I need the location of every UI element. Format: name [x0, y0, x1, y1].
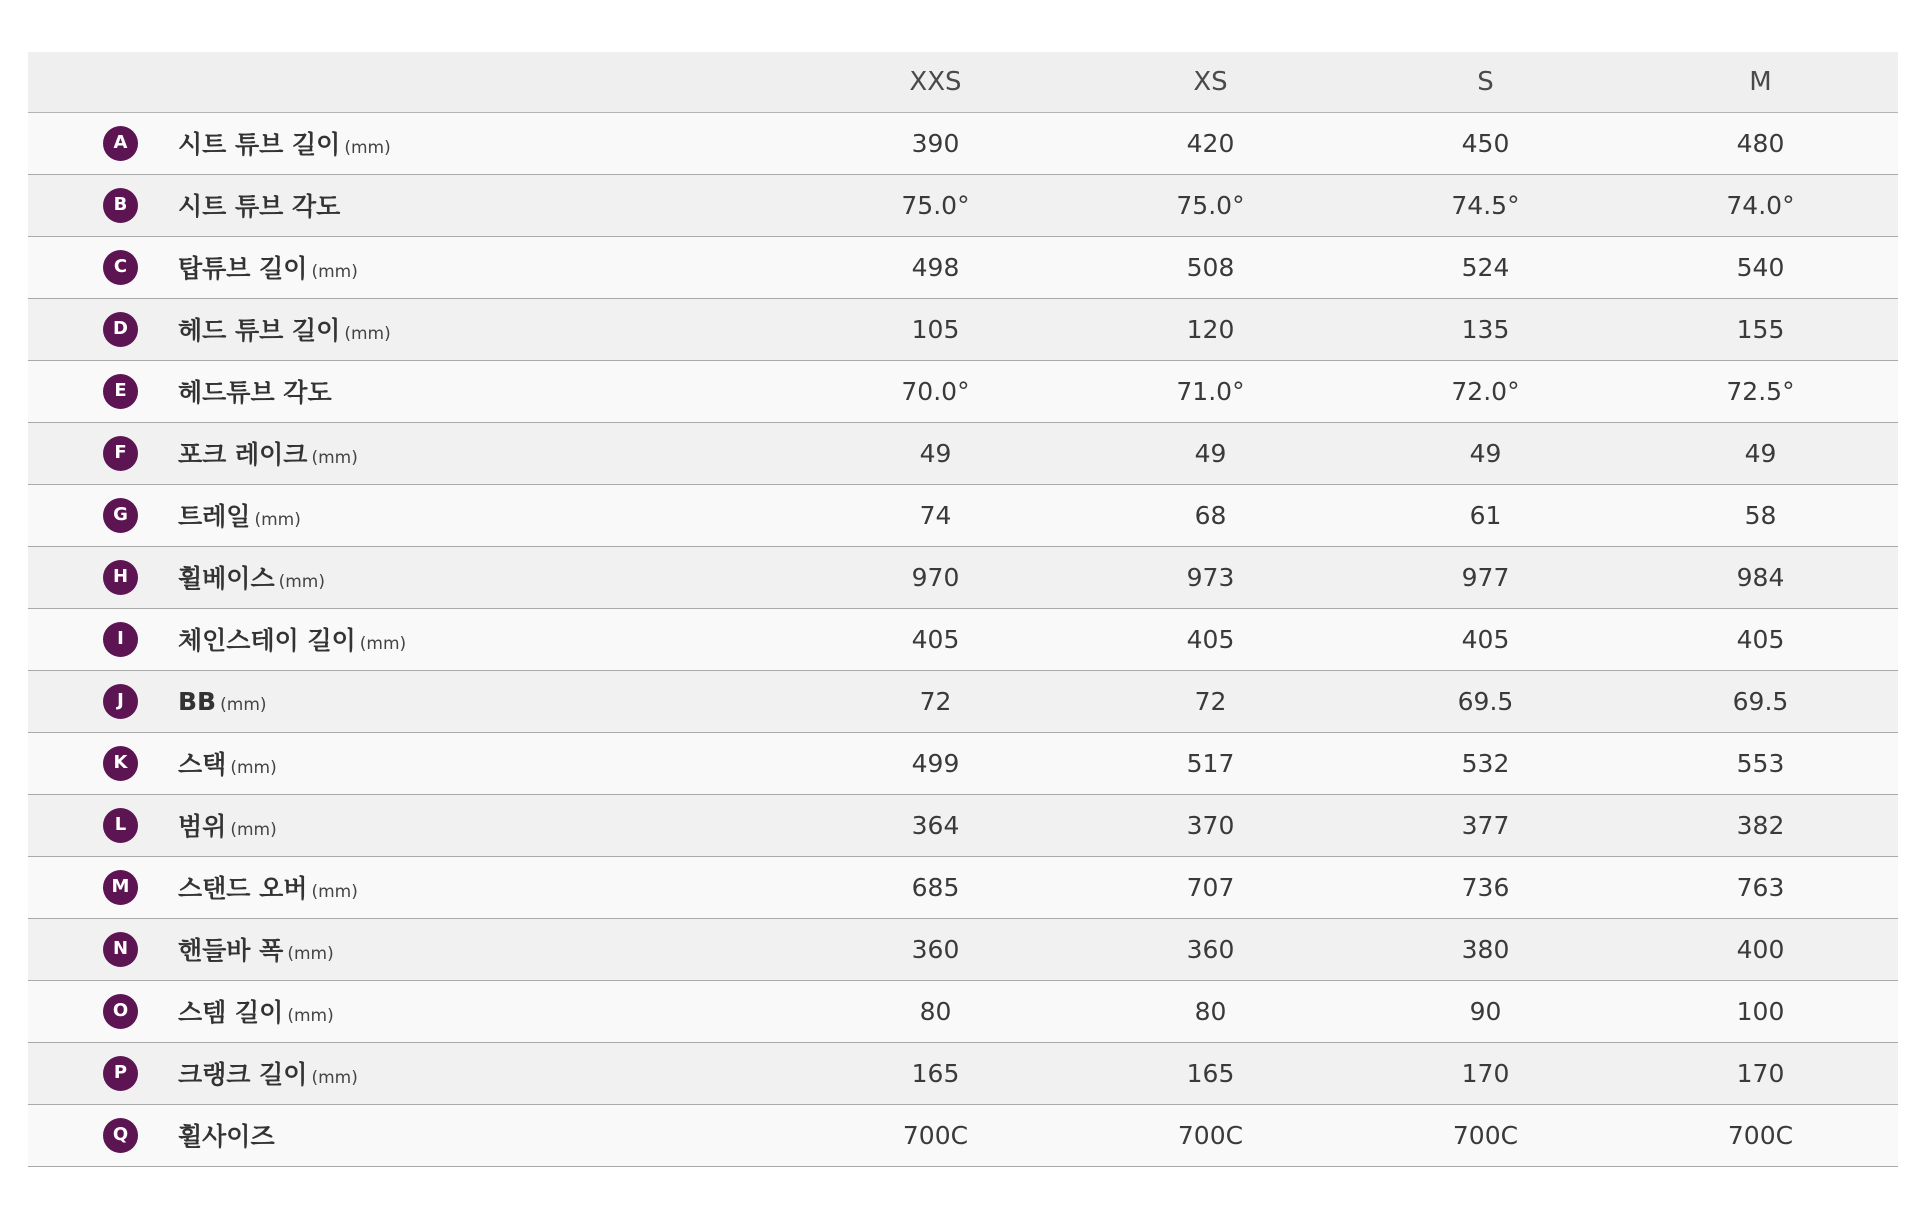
measurement-letter-badge: G [103, 498, 138, 533]
value-cell: 700C [1452, 1120, 1519, 1150]
value-cell: 100 [1736, 996, 1785, 1026]
value-cell: 390 [911, 128, 960, 158]
measurement-letter-badge: L [103, 808, 138, 843]
value-cell: 74.0° [1726, 190, 1795, 220]
measurement-unit: (mm) [311, 1068, 358, 1088]
measurement-label: 휠베이스 [178, 564, 275, 593]
value-cell: 480 [1736, 128, 1785, 158]
value-cell: 524 [1461, 252, 1510, 282]
measurement-label: 체인스테이 길이 [178, 626, 356, 655]
measurement-letter-badge: B [103, 188, 138, 223]
measurement-label: 헤드튜브 각도 [178, 378, 332, 407]
size-header-s: S [1477, 66, 1494, 97]
measurement-letter-badge: D [103, 312, 138, 347]
value-cell: 517 [1186, 748, 1235, 778]
size-header-xs: XS [1193, 66, 1228, 97]
measurement-label-cell [178, 236, 798, 298]
value-cell: 170 [1736, 1058, 1785, 1088]
value-cell: 165 [911, 1058, 960, 1088]
table-row [28, 918, 1898, 980]
table-row [28, 1104, 1898, 1166]
letter-cell [28, 112, 178, 174]
measurement-letter-badge: J [103, 684, 138, 719]
measurement-label-cell [178, 794, 798, 856]
table-row [28, 980, 1898, 1042]
value-cell: 973 [1186, 562, 1235, 592]
table-row [28, 422, 1898, 484]
letter-cell [28, 298, 178, 360]
value-cell: 763 [1736, 872, 1785, 902]
value-cell: 380 [1461, 934, 1510, 964]
value-cell: 49 [919, 438, 952, 468]
value-cell: 498 [911, 252, 960, 282]
letter-cell [28, 174, 178, 236]
table-row [28, 484, 1898, 546]
value-cell: 405 [1736, 624, 1785, 654]
measurement-unit: (mm) [287, 1006, 334, 1026]
measurement-letter-badge: Q [103, 1118, 138, 1153]
value-cell: 90 [1469, 996, 1502, 1026]
table-row [28, 794, 1898, 856]
table-row [28, 1042, 1898, 1104]
value-cell: 707 [1186, 872, 1235, 902]
measurement-label-cell [178, 484, 798, 546]
measurement-label-cell [178, 918, 798, 980]
letter-cell [28, 546, 178, 608]
measurement-letter-badge: A [103, 126, 138, 161]
measurement-label: 스택 [178, 750, 227, 779]
measurement-label: 범위 [178, 812, 227, 841]
measurement-unit: (mm) [254, 510, 301, 530]
value-cell: 69.5 [1457, 686, 1514, 716]
value-cell: 71.0° [1176, 376, 1245, 406]
measurement-letter-badge: C [103, 250, 138, 285]
measurement-label-cell [178, 670, 798, 732]
table-row [28, 732, 1898, 794]
table-row [28, 298, 1898, 360]
measurement-label: 탑튜브 길이 [178, 254, 308, 283]
measurement-label: 헤드 튜브 길이 [178, 316, 341, 345]
value-cell: 69.5 [1732, 686, 1789, 716]
measurement-label: 핸들바 폭 [178, 936, 284, 965]
value-cell: 80 [919, 996, 952, 1026]
size-header-m: M [1749, 66, 1772, 97]
value-cell: 400 [1736, 934, 1785, 964]
measurement-label: 스탠드 오버 [178, 874, 308, 903]
value-cell: 405 [1186, 624, 1235, 654]
value-cell: 540 [1736, 252, 1785, 282]
value-cell: 68 [1194, 500, 1227, 530]
value-cell: 135 [1461, 314, 1510, 344]
size-header-xxs: XXS [909, 66, 962, 97]
value-cell: 405 [1461, 624, 1510, 654]
value-cell: 370 [1186, 810, 1235, 840]
measurement-label: 시트 튜브 각도 [178, 192, 341, 221]
measurement-unit: (mm) [278, 572, 325, 592]
header-label-cell [178, 52, 798, 112]
measurement-label: 크랭크 길이 [178, 1060, 308, 1089]
measurement-label-cell [178, 1104, 798, 1166]
value-cell: 75.0° [1176, 190, 1245, 220]
value-cell: 700C [1727, 1120, 1794, 1150]
measurement-label: 시트 튜브 길이 [178, 130, 341, 159]
measurement-letter-badge: F [103, 436, 138, 471]
measurement-unit: (mm) [344, 138, 391, 158]
value-cell: 364 [911, 810, 960, 840]
measurement-unit: (mm) [220, 694, 267, 715]
letter-cell [28, 794, 178, 856]
letter-cell [28, 1042, 178, 1104]
value-cell: 685 [911, 872, 960, 902]
value-cell: 155 [1736, 314, 1785, 344]
table-row [28, 236, 1898, 298]
letter-cell [28, 236, 178, 298]
value-cell: 72 [1194, 686, 1227, 716]
measurement-unit: (mm) [311, 882, 358, 902]
value-cell: 72.5° [1726, 376, 1795, 406]
measurement-unit: (mm) [344, 324, 391, 344]
measurement-label-cell [178, 174, 798, 236]
measurement-label-cell [178, 298, 798, 360]
letter-cell [28, 980, 178, 1042]
measurement-label-cell [178, 546, 798, 608]
measurement-label: 트레일 [178, 502, 251, 531]
value-cell: 450 [1461, 128, 1510, 158]
geometry-table [28, 52, 1898, 1167]
measurement-label-cell [178, 360, 798, 422]
measurement-label-cell [178, 422, 798, 484]
measurement-label-cell [178, 856, 798, 918]
measurement-label: 휠사이즈 [178, 1122, 275, 1151]
value-cell: 80 [1194, 996, 1227, 1026]
value-cell: 420 [1186, 128, 1235, 158]
measurement-label-cell [178, 980, 798, 1042]
value-cell: 75.0° [901, 190, 970, 220]
table-row [28, 546, 1898, 608]
value-cell: 72.0° [1451, 376, 1520, 406]
value-cell: 499 [911, 748, 960, 778]
value-cell: 360 [911, 934, 960, 964]
value-cell: 984 [1736, 562, 1785, 592]
value-cell: 360 [1186, 934, 1235, 964]
value-cell: 170 [1461, 1058, 1510, 1088]
geometry-table-container [28, 52, 1898, 1167]
letter-cell [28, 732, 178, 794]
measurement-unit: (mm) [287, 944, 334, 964]
value-cell: 120 [1186, 314, 1235, 344]
letter-cell [28, 670, 178, 732]
measurement-unit: (mm) [311, 262, 358, 282]
header-row [28, 52, 1898, 112]
measurement-label: BB [178, 686, 217, 716]
letter-cell [28, 918, 178, 980]
measurement-letter-badge: I [103, 622, 138, 657]
value-cell: 49 [1194, 438, 1227, 468]
letter-cell [28, 1104, 178, 1166]
measurement-letter-badge: P [103, 1056, 138, 1091]
measurement-letter-badge: O [103, 994, 138, 1029]
measurement-label-cell [178, 608, 798, 670]
value-cell: 532 [1461, 748, 1510, 778]
value-cell: 58 [1744, 500, 1777, 530]
value-cell: 977 [1461, 562, 1510, 592]
measurement-unit: (mm) [359, 634, 407, 654]
table-row [28, 670, 1898, 732]
value-cell: 736 [1461, 872, 1510, 902]
value-cell: 72 [919, 686, 952, 716]
header-letter-cell [28, 52, 178, 112]
table-header [28, 52, 1898, 112]
value-cell: 700C [1177, 1120, 1244, 1150]
value-cell: 700C [902, 1120, 969, 1150]
measurement-letter-badge: M [103, 870, 138, 905]
measurement-letter-badge: K [103, 746, 138, 781]
table-row [28, 112, 1898, 174]
measurement-label: 포크 레이크 [178, 440, 308, 469]
measurement-unit: (mm) [311, 448, 358, 468]
measurement-letter-badge: E [103, 374, 138, 409]
measurement-letter-badge: N [103, 932, 138, 967]
letter-cell [28, 360, 178, 422]
measurement-label-cell [178, 732, 798, 794]
value-cell: 49 [1469, 438, 1502, 468]
value-cell: 382 [1736, 810, 1785, 840]
value-cell: 74 [919, 500, 952, 530]
letter-cell [28, 856, 178, 918]
letter-cell [28, 608, 178, 670]
table-row [28, 360, 1898, 422]
value-cell: 61 [1469, 500, 1502, 530]
value-cell: 970 [911, 562, 960, 592]
measurement-label-cell [178, 1042, 798, 1104]
value-cell: 74.5° [1451, 190, 1520, 220]
value-cell: 70.0° [901, 376, 970, 406]
table-row [28, 856, 1898, 918]
value-cell: 165 [1186, 1058, 1235, 1088]
value-cell: 405 [911, 624, 960, 654]
value-cell: 553 [1736, 748, 1785, 778]
measurement-label: 스템 길이 [178, 998, 284, 1027]
measurement-unit: (mm) [230, 758, 277, 778]
letter-cell [28, 422, 178, 484]
table-row [28, 608, 1898, 670]
value-cell: 49 [1744, 438, 1777, 468]
value-cell: 508 [1186, 252, 1235, 282]
value-cell: 377 [1461, 810, 1510, 840]
table-body [28, 112, 1898, 1166]
measurement-label-cell [178, 112, 798, 174]
measurement-letter-badge: H [103, 560, 138, 595]
table-row [28, 174, 1898, 236]
letter-cell [28, 484, 178, 546]
value-cell: 105 [911, 314, 960, 344]
measurement-unit: (mm) [230, 820, 277, 840]
